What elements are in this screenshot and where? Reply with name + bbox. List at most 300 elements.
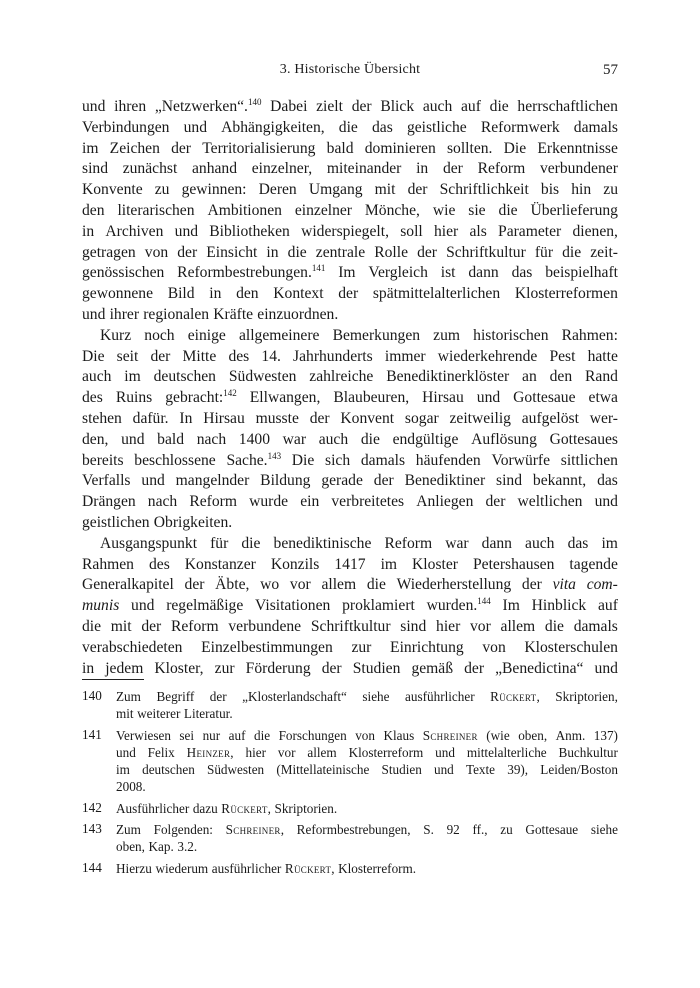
text-run: Rückert [284, 860, 332, 876]
text-run: den, [82, 430, 109, 448]
text-run: Benediktinerklöster [386, 368, 510, 386]
text-run: das [597, 472, 618, 490]
text-run: auch [82, 368, 112, 386]
text-run: herrschaftlichen [517, 98, 618, 115]
text-run: Rolle [374, 243, 408, 261]
text-run: Einrichtung [390, 638, 464, 656]
text-run: einzuordnen. [257, 305, 339, 323]
text-run: In [179, 409, 193, 427]
text-run: für [534, 243, 554, 261]
text-run: Ruins [115, 389, 153, 407]
text-run: Pest [549, 347, 576, 365]
text-run: beschlossene [134, 451, 216, 469]
text-run: sich [325, 451, 351, 469]
text-run: wiederkehrende [437, 347, 538, 365]
text-line [82, 263, 618, 284]
text-run: hier [433, 222, 459, 240]
text-run: zu [154, 181, 170, 199]
text-run: mit [116, 706, 134, 722]
text-run: zunächst [122, 160, 178, 178]
text-run: Die [291, 451, 315, 469]
text-run: hatte [587, 347, 618, 365]
text-run: der [141, 617, 162, 635]
text-run: zentrale [315, 243, 366, 261]
text-line [82, 201, 618, 222]
text-run: dann [468, 264, 499, 282]
text-run: wo [260, 576, 280, 594]
text-run: das [511, 264, 533, 282]
text-run: Reform [170, 617, 219, 635]
text-run: 1417 [334, 555, 366, 573]
text-run: in [416, 160, 429, 178]
text-run: genössischen [82, 264, 165, 282]
text-run: Reformbestrebungen. [177, 264, 312, 282]
text-run: Reformwerk [480, 118, 560, 136]
text-run: den [82, 201, 105, 219]
text-line [82, 305, 618, 326]
text-run: regelmäßige [166, 597, 244, 615]
text-run: , [536, 689, 540, 704]
text-run: 2008. [116, 779, 146, 795]
text-line [82, 638, 618, 659]
text-run: Obrigkeiten. [153, 513, 233, 531]
text-run: aufgelöst [521, 409, 579, 427]
text-run: Bildung [260, 472, 311, 490]
text-run: dazu [192, 800, 218, 816]
text-run: den [236, 285, 259, 303]
text-run: Einsicht [206, 243, 258, 261]
text-run: wiederum [155, 860, 209, 876]
text-run: die [366, 576, 386, 594]
footnote [82, 860, 618, 877]
text-run: dafür. [132, 409, 169, 427]
text-run: oben, [518, 727, 548, 743]
text-run: Auflösung [471, 430, 537, 448]
footnote-number: 144 [82, 859, 102, 875]
footnote-reference: 141 [311, 263, 326, 274]
text-run: Verwiesen [116, 727, 171, 743]
text-run: an [522, 368, 537, 386]
footnote-line [116, 727, 618, 744]
text-run: auch [318, 430, 349, 448]
text-run: das [372, 118, 393, 136]
text-run: , [230, 744, 234, 760]
text-run: Reform [477, 160, 526, 178]
text-run: nach [147, 493, 178, 511]
text-run: damals [573, 617, 618, 635]
text-run: der [442, 160, 463, 178]
text-run: und [141, 472, 165, 490]
text-run: benediktinische [273, 534, 372, 552]
text-run: auch [422, 98, 453, 115]
text-run: getragen [82, 243, 136, 261]
text-run: der [309, 409, 330, 427]
text-run: mittelalterliche [466, 744, 547, 760]
text-run: die [338, 118, 358, 136]
text-run: Bild [167, 285, 195, 303]
text-run: Generalkapitel [82, 576, 174, 594]
text-run: nach [196, 430, 227, 448]
text-run: Visitationen [255, 597, 331, 615]
text-run: soll [400, 222, 423, 240]
text-run: Einzelbestimmungen [201, 638, 333, 656]
text-run: die [360, 430, 380, 448]
text-line [82, 97, 618, 118]
text-run: verabschiedeten [82, 638, 183, 656]
text-run: der [150, 347, 171, 365]
text-run: einige [187, 326, 226, 344]
text-line [82, 659, 618, 680]
footnotes [82, 688, 618, 877]
text-run: Kräfte [213, 305, 254, 323]
text-run: sogar [404, 409, 439, 427]
text-run: Konvent [340, 409, 395, 427]
text-line [82, 534, 618, 555]
text-run: von [355, 727, 375, 743]
text-run: Schriftkultur [446, 243, 526, 261]
text-run: Reform [384, 534, 433, 552]
text-run: Blick [380, 98, 415, 115]
text-run: Buchkultur [558, 744, 618, 760]
text-run: Ausführlicher [116, 800, 190, 816]
text-run: und [433, 762, 454, 778]
text-line [82, 617, 618, 638]
text-run: der [417, 243, 437, 261]
text-run: die [544, 617, 564, 635]
footnote-line [116, 705, 618, 722]
footnote-separator [82, 679, 144, 680]
text-run: auf [461, 98, 481, 115]
text-run: Ellwangen, [249, 389, 321, 407]
text-run: Gottesaue [525, 822, 579, 838]
text-run: verbundener [539, 160, 618, 178]
text-run: und [594, 493, 618, 511]
text-run: Gottesaue [513, 389, 576, 407]
text-run: im [82, 139, 99, 157]
text-run: gemäß [411, 659, 454, 677]
text-line [82, 159, 618, 180]
text-line [82, 118, 618, 139]
text-run: und [82, 98, 106, 115]
main-text [82, 97, 618, 679]
text-run: und [435, 744, 455, 760]
text-run: Archiven [105, 222, 164, 240]
text-run: Felix [147, 744, 175, 760]
text-run: Reform [189, 493, 237, 511]
footnote-line [116, 860, 618, 877]
text-run: Forschungen [278, 727, 347, 743]
text-run: com- [586, 576, 618, 594]
text-run: zum [433, 326, 461, 344]
text-run: die [287, 243, 307, 261]
footnote-line [116, 778, 618, 795]
text-run: damals [573, 118, 618, 136]
text-run: Schreiner [225, 822, 281, 838]
text-run: proklamiert [342, 597, 415, 615]
text-run: jedem [105, 659, 144, 677]
text-run: oben, [116, 839, 145, 855]
text-run: zielt [316, 98, 343, 115]
text-run: „Klosterlandschaft“ [242, 689, 347, 704]
text-run: dann [481, 534, 512, 552]
text-run: (wie [486, 727, 510, 743]
text-run: Äbte, [215, 576, 250, 594]
text-run: Rückert [221, 800, 268, 816]
text-line [82, 388, 618, 409]
text-run: Kloster [412, 555, 458, 573]
text-run: die [489, 98, 509, 115]
text-run: verbreitetes [331, 493, 405, 511]
text-run: zur [351, 638, 372, 656]
text-run: zeitweilig [449, 409, 511, 427]
text-run: deutschen [142, 762, 195, 778]
text-run: Klaus [383, 727, 415, 743]
text-run: seit [116, 347, 139, 365]
text-run: Heinzer [186, 744, 231, 760]
text-run: Territorialisierung [202, 139, 316, 157]
text-run: sind [82, 160, 108, 178]
footnote [82, 688, 618, 723]
text-run: wie [432, 201, 456, 219]
text-run: in [209, 285, 222, 303]
text-run: Im [338, 264, 356, 282]
text-run: der [321, 659, 342, 677]
text-run: im [124, 368, 141, 386]
text-run: das [567, 534, 589, 552]
footnote-reference: 144 [477, 595, 491, 606]
text-run: Südwesten [207, 762, 265, 778]
text-run: der [485, 493, 506, 511]
text-run: Rand [585, 368, 618, 386]
text-run: der [184, 576, 205, 594]
text-run: Die [503, 139, 527, 157]
text-run: siehe [362, 689, 390, 704]
text-run: , [267, 800, 271, 816]
text-run: ff., [472, 822, 488, 838]
text-run: Klosterreform [348, 744, 424, 760]
text-run: Zum [116, 689, 141, 704]
footnote-reference: 143 [267, 450, 282, 461]
text-run: regionalen [143, 305, 210, 323]
text-line [82, 326, 618, 347]
text-run: gebracht: [165, 389, 224, 407]
footnote-line [116, 800, 618, 817]
text-run: zu [500, 822, 513, 838]
text-run: Ausgangspunkt [100, 534, 198, 552]
footnote-line [116, 821, 618, 838]
text-run: sind [400, 617, 427, 635]
text-run: endgültige [392, 430, 459, 448]
text-run: bald [326, 139, 354, 157]
text-run: ausführlicher [405, 689, 475, 704]
text-run: 1400 [238, 430, 270, 448]
text-run: hin [571, 181, 592, 199]
text-run: allem [500, 617, 536, 635]
text-run: Skriptorien. [274, 800, 338, 816]
text-run: sei [179, 727, 195, 743]
text-run: , [280, 822, 284, 838]
text-run: Anliegen [416, 493, 474, 511]
text-run: Zum [116, 822, 141, 838]
text-run: war [445, 534, 469, 552]
text-run: historischen [473, 326, 549, 344]
text-run: von [482, 638, 506, 656]
text-run: Dabei [270, 98, 308, 115]
footnote-line [116, 838, 618, 855]
text-run: geistlichen [82, 513, 150, 531]
text-run: Klosterreform. [338, 860, 417, 876]
text-run: und [131, 597, 155, 615]
text-run: im [116, 762, 130, 778]
text-run: Vergleich [368, 264, 428, 282]
text-line [82, 409, 618, 430]
text-run: mangelnder [175, 472, 250, 490]
text-run: verbundene [228, 617, 302, 635]
text-run: hier [245, 744, 266, 760]
text-run: von [144, 243, 169, 261]
text-run: Kontext [273, 285, 324, 303]
text-run: Kap. [148, 839, 174, 855]
text-run: in [82, 222, 95, 240]
text-run: die [241, 534, 261, 552]
text-run: sollten. [446, 139, 493, 157]
text-run: des [82, 389, 103, 407]
text-run: und [116, 744, 136, 760]
text-run: Texte [465, 762, 496, 778]
text-run: 39), [507, 762, 529, 778]
footnote-number: 141 [82, 726, 102, 742]
text-run: der [373, 472, 394, 490]
footnote [82, 727, 618, 796]
text-run: nur [202, 727, 221, 743]
text-run: Blaubeuren, [333, 389, 410, 407]
text-run: Südwesten [228, 368, 297, 386]
text-run: die [253, 727, 271, 743]
text-run: Benediktiner [404, 472, 486, 490]
text-run: stehen [82, 409, 122, 427]
text-run: vor [470, 617, 491, 635]
text-run: Konvente [82, 181, 143, 199]
text-run: einzelner [294, 201, 352, 219]
text-run: war [282, 430, 307, 448]
footnote-number: 143 [82, 821, 102, 837]
text-run: zeit- [590, 243, 618, 261]
text-run: Deren [258, 181, 297, 199]
text-run: Ambitionen [207, 201, 282, 219]
text-run: Schreiner [422, 727, 478, 743]
text-run: S. [423, 822, 434, 838]
text-run: dienen, [572, 222, 618, 240]
text-run: für [210, 534, 229, 552]
text-run: und [82, 305, 106, 323]
footnote-line [116, 761, 618, 778]
text-run: Skriptorien, [555, 689, 618, 704]
text-run: 3.2. [177, 839, 198, 855]
text-run: Begriff [156, 689, 195, 704]
text-run: die [562, 243, 582, 261]
text-run: Kurz [100, 326, 132, 344]
text-run: ausführlicher [211, 860, 282, 876]
text-run: (Mittellateinische [276, 762, 370, 778]
text-run: und [174, 222, 199, 240]
text-run: Gottesaues [549, 430, 618, 448]
text-run: Hinblick [531, 597, 587, 615]
text-run: Förderung [245, 659, 311, 677]
text-run: mit [110, 617, 132, 635]
text-run: wurden. [426, 597, 478, 615]
text-run: als [469, 222, 487, 240]
text-run: allgemeinere [238, 326, 320, 344]
text-line [82, 451, 618, 472]
text-line [82, 243, 618, 264]
text-run: , [331, 860, 335, 876]
text-run: Literatur. [183, 706, 233, 722]
text-run: und [476, 389, 501, 407]
text-run: die [82, 617, 102, 635]
text-run: Zeichen [109, 139, 160, 157]
text-run: sie [468, 201, 486, 219]
text-run: Hierzu [116, 860, 152, 876]
text-run: zur [214, 659, 235, 677]
text-run: in [82, 659, 95, 677]
text-run: tagende [569, 555, 618, 573]
text-run: zahlreiche [309, 368, 374, 386]
footnote-reference: 140 [247, 96, 262, 107]
footnote-line [116, 688, 618, 705]
text-run: der [338, 285, 359, 303]
text-run: Petershausen [472, 555, 555, 573]
text-run: 14. [261, 347, 281, 365]
text-run: geistliche [406, 118, 467, 136]
text-line [82, 347, 618, 368]
text-run: des [228, 347, 250, 365]
footnote-reference: 142 [223, 387, 237, 398]
text-run: in [266, 243, 279, 261]
text-run: der [464, 659, 485, 677]
text-run: Studien [381, 762, 422, 778]
text-run: literarischen [117, 201, 195, 219]
text-run: widerspiegelt, [301, 222, 389, 240]
text-line [82, 596, 618, 617]
text-run: Schriftlichkeit [439, 181, 529, 199]
text-line [82, 555, 618, 576]
text-run: auf [228, 727, 246, 743]
text-run: Hirsau [422, 389, 464, 407]
text-line [82, 471, 618, 492]
text-run: bald [157, 430, 185, 448]
text-run: munis [82, 597, 120, 615]
text-run: Mönche, [364, 201, 420, 219]
text-run: siehe [590, 822, 618, 838]
text-run: „Netzwerken“. [154, 98, 248, 115]
text-run: mit [374, 181, 396, 199]
text-run: ihrer [109, 305, 140, 323]
text-run: Rahmen: [561, 326, 618, 344]
text-run: und [121, 430, 145, 448]
text-run: miteinander [326, 160, 402, 178]
text-run: weiterer [137, 706, 181, 722]
text-run: gewinnen: [181, 181, 247, 199]
text-run: vor [277, 744, 296, 760]
text-line [82, 139, 618, 160]
text-line [82, 180, 618, 201]
text-run: der [177, 243, 198, 261]
text-run: Umgang [308, 181, 363, 199]
text-run: wurde [249, 493, 289, 511]
text-run: der [209, 689, 227, 704]
footnote [82, 821, 618, 856]
text-run: Sache. [226, 451, 268, 469]
